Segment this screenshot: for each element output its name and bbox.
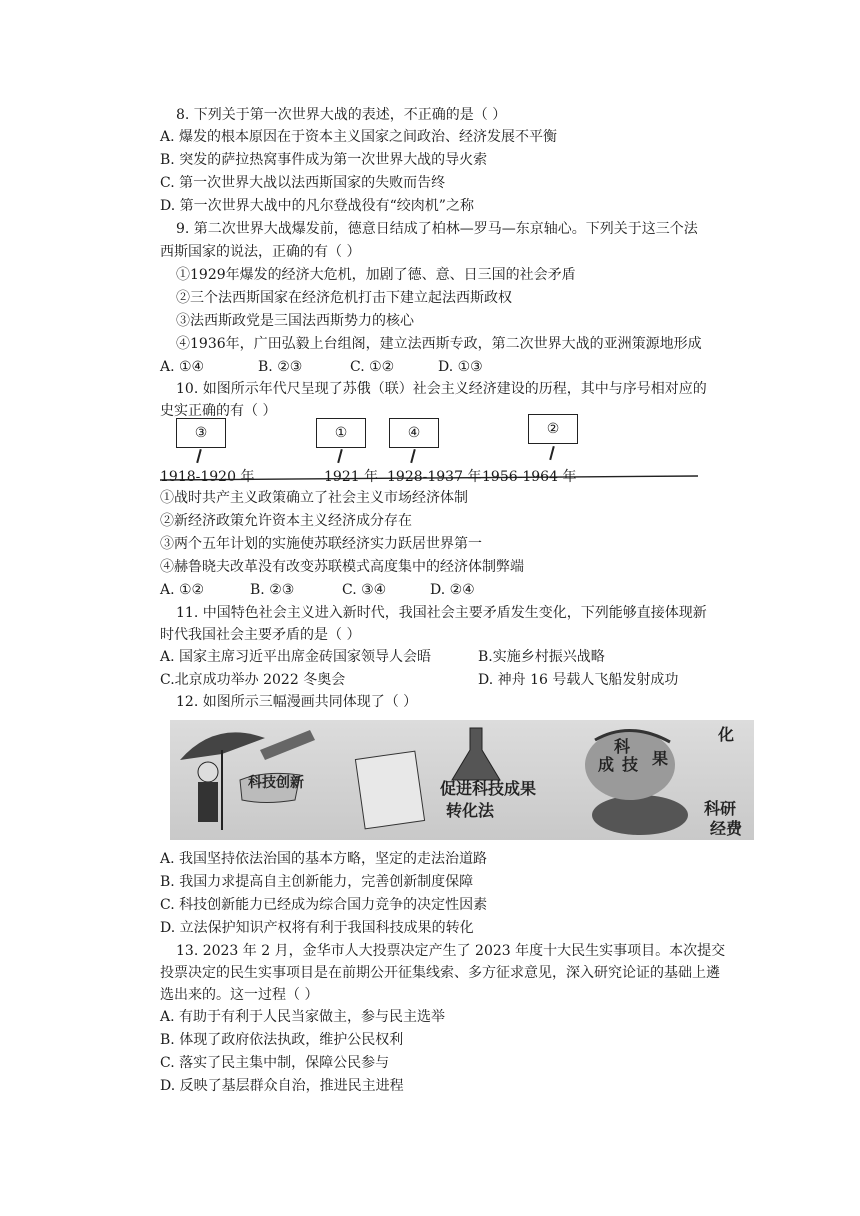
cartoon-text-right-3: 成: [598, 755, 615, 774]
q12-option-d[interactable]: D. 立法保护知识产权将有利于我国科技成果的转化: [160, 920, 474, 936]
q9-options: [160, 356, 483, 378]
q13-option-a[interactable]: A. 有助于有利于人民当家做主，参与民主选举: [160, 1009, 446, 1025]
q8-stem: 8. 下列关于第一次世界大战的表述，不正确的是（ ）: [176, 107, 507, 123]
q11-option-a[interactable]: A. 国家主席习近平出席金砖国家领导人会晤: [160, 649, 432, 665]
q8-option-c[interactable]: C. 第一次世界大战以法西斯国家的失败而告终: [160, 175, 446, 191]
q11-option-c[interactable]: C.北京成功举办 2022 冬奥会: [160, 672, 346, 688]
timeline-label-3: 1928-1937 年: [387, 469, 482, 485]
q11-stem-line1: 11. 中国特色社会主义进入新时代，我国社会主要矛盾发生变化，下列能够直接体现新: [176, 605, 707, 621]
timeline-box-2: ①: [316, 418, 366, 448]
q10-option-a[interactable]: A. ①②: [160, 582, 205, 598]
q12-option-a[interactable]: A. 我国坚持依法治国的基本方略，坚定的走法治道路: [160, 851, 488, 867]
q13-option-b[interactable]: B. 体现了政府依法执政，维护公民权利: [160, 1032, 404, 1048]
q10-statement-1: ①战时共产主义政策确立了社会主义市场经济体制: [160, 490, 468, 506]
q9-stem-line1: 9. 第二次世界大战爆发前，德意日结成了柏林—罗马—东京轴心。下列关于这三个法: [176, 221, 698, 237]
cartoon-text-right-4: 果: [652, 749, 669, 768]
timeline-pointer-1: [196, 449, 201, 463]
q9-stem-line2: 西斯国家的说法，正确的有（ ）: [160, 244, 361, 260]
cartoon-text-right-7: 经费: [710, 819, 743, 838]
q11-option-d[interactable]: D. 神舟 16 号载人飞船发射成功: [478, 672, 679, 688]
cartoon-text-right-1: 科: [614, 737, 631, 756]
q12-option-b[interactable]: B. 我国力求提高自主创新能力，完善创新制度保障: [160, 874, 474, 890]
q9-option-d[interactable]: D. ①③: [438, 359, 483, 375]
timeline-pointer-4: [549, 446, 554, 460]
q8-option-a[interactable]: A. 爆发的根本原因在于资本主义国家之间政治、经济发展不平衡: [160, 129, 558, 145]
q11-options-row2: [160, 669, 678, 691]
q8-option-d[interactable]: D. 第一次世界大战中的凡尔登战役有“绞肉机”之称: [160, 198, 474, 214]
q10-options: [160, 579, 475, 601]
q13-stem-line2: 投票决定的民生实事项目是在前期公开征集线索、多方征求意见，深入研究论证的基础上遴: [160, 965, 720, 981]
q12-cartoon-image: [170, 720, 754, 840]
timeline-box-3: ④: [389, 418, 439, 448]
q9-option-c[interactable]: C. ①②: [350, 359, 395, 375]
cartoon-text-right-6: 科研: [704, 799, 737, 818]
q12-option-c[interactable]: C. 科技创新能力已经成为综合国力竞争的决定性因素: [160, 897, 488, 913]
timeline-box-1: ③: [176, 418, 226, 448]
q10-option-b[interactable]: B. ②③: [250, 582, 295, 598]
q9-statement-1: ①1929年爆发的经济大危机，加剧了德、意、日三国的社会矛盾: [176, 267, 576, 283]
q11-stem-line2: 时代我国社会主要矛盾的是（ ）: [160, 627, 361, 643]
timeline-pointer-3: [410, 449, 415, 463]
q10-option-c[interactable]: C. ③④: [342, 582, 387, 598]
cartoon-text-mid-1: 促进科技成果: [440, 779, 537, 798]
q10-stem-line1: 10. 如图所示年代尺呈现了苏俄（联）社会主义经济建设的历程，其中与序号相对应的: [176, 381, 707, 397]
q10-statement-3: ③两个五年计划的实施使苏联经济实力跃居世界第一: [160, 536, 482, 552]
q9-option-b[interactable]: B. ②③: [258, 359, 303, 375]
q8-option-b[interactable]: B. 突发的萨拉热窝事件成为第一次世界大战的导火索: [160, 152, 488, 168]
q11-option-b[interactable]: B.实施乡村振兴战略: [478, 649, 605, 665]
q11-options-row1: [160, 646, 605, 668]
cartoon-text-right-5: 化: [718, 725, 735, 744]
timeline-label-1: 1918-1920 年: [160, 469, 255, 485]
q10-statement-4: ④赫鲁晓夫改革没有改变苏联模式高度集中的经济体制弊端: [160, 559, 524, 575]
q12-stem: 12. 如图所示三幅漫画共同体现了（ ）: [176, 694, 418, 710]
cartoon-text-left: 科技创新: [248, 775, 304, 791]
timeline-label-4: 1956-1964 年: [482, 469, 577, 485]
q10-statement-2: ②新经济政策允许资本主义经济成分存在: [160, 513, 412, 529]
timeline-pointer-2: [337, 449, 342, 463]
timeline-box-4: ②: [528, 414, 578, 444]
q10-stem-line2: 史实正确的有（ ）: [160, 403, 277, 419]
q10-option-d[interactable]: D. ②④: [430, 582, 475, 598]
timeline-label-2: 1921 年: [324, 469, 379, 485]
cartoon-text-mid-2: 转化法: [446, 801, 495, 820]
q13-option-c[interactable]: C. 落实了民主集中制，保障公民参与: [160, 1055, 390, 1071]
q9-statement-4: ④1936年，广田弘毅上台组阁，建立法西斯专政，第二次世界大战的亚洲策源地形成: [176, 336, 702, 352]
q13-stem-line3: 选出来的。这一过程（ ）: [160, 987, 319, 1003]
q9-statement-2: ②三个法西斯国家在经济危机打击下建立起法西斯政权: [176, 290, 512, 306]
q9-option-a[interactable]: A. ①④: [160, 359, 205, 375]
q13-stem-line1: 13. 2023 年 2 月，金华市人大投票决定产生了 2023 年度十大民生实事项目。本次提交: [176, 943, 726, 959]
cartoon-text-right-2: 技: [622, 755, 639, 774]
q9-statement-3: ③法西斯政党是三国法西斯势力的核心: [176, 313, 414, 329]
q13-option-d[interactable]: D. 反映了基层群众自治，推进民主进程: [160, 1078, 404, 1094]
